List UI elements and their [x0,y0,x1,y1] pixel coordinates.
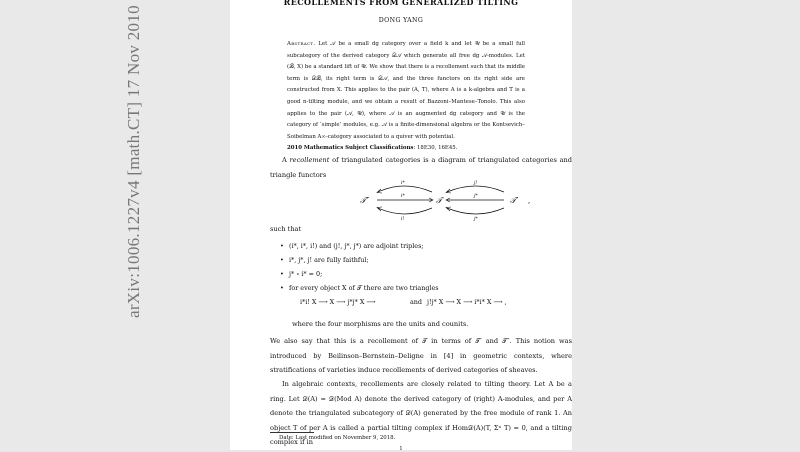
p1-rest: of triangulated categories is a diagram of triangulated categories and triangle functors [270,156,573,179]
list-item: • j* ∘ i* = 0; [280,267,560,281]
label-mid-right: j* [474,194,478,199]
label-mid-left: i* [401,194,405,199]
label-top-left: i* [401,181,405,186]
msc-codes: : 18E30, 16E45. [413,145,458,152]
label-bot-right: j* [474,217,478,222]
arrow-bot-left [378,208,432,214]
diagram-left-category: 𝒯″ [360,196,370,205]
paper-page [230,0,572,450]
diagram-middle-category: 𝒯 [436,196,443,205]
intro-paragraph-3: In algebraic contexts, recollements are closely related to tilting theory. Let A be a ring. Let 𝒟(A) = 𝒟(Mod A) denote the derived category of (right) A-modules, and per A denote the triangulated subcategory of 𝒟(A) generated by the free module of rank 1. An object T of per A is called a partial tilting complex if Hom𝒟(A)(T, Σⁿ T) = 0, and a tilting complex if in [270,380,572,446]
arrow-top-right [447,186,504,192]
intro-paragraph-2: We also say that this is a recollement of 𝒯 in terms of 𝒯′ and 𝒯″. This notion was introduced by Beilinson–Bernstein–Deligne in [4] in geometric contexts, where stratifications of varieties induce recollements of derived categories of sheaves. [270,337,572,374]
such-that-text: such that [270,225,302,233]
triangle-and: and [410,298,423,306]
footnote-rule [270,432,314,433]
list-item: • (i*, i*, i!) and (j!, j*, j*) are adjoint triples; [280,239,560,253]
right-margin-background [572,0,800,450]
paper-title: RECOLLEMENTS FROM GENERALIZED TILTING [283,0,519,7]
arxiv-side-stamp: arXiv:1006.1227v4 [math.CT] 17 Nov 2010 [124,5,143,318]
triangle-display [300,298,550,314]
arrow-top-left [378,186,432,192]
list-item: • for every object X of 𝒯 there are two triangles [280,281,560,295]
triangle-b: j!j* X ⟶ X ⟶ i*i* X ⟶ , [427,298,507,306]
triangle-a: i*i! X ⟶ X ⟶ j*j* X ⟶ [300,298,376,306]
p1-lead: A [282,156,290,164]
recollement-diagram [350,178,530,222]
arrow-bot-right [447,208,504,214]
label-top-right: j! [474,181,478,186]
label-bot-left: i! [401,217,405,222]
abstract-text: Let 𝒜 be a small dg category over a field k and let 𝒰 be a small full subcategory of the derived category 𝒟𝒜 which generate all free dg 𝒜-modules. Let (ℬ, X) be a standard lift of 𝒰. We show that there is a recollement such that its middle term is 𝒟ℬ, its right term is 𝒟𝒜, and the three functors on its right side are constructed from X. This applies to the pair (A, T), where A is a k-algebra and T is a good n-tilting module, and we obtain a result of Bazzoni–Mantese–Tonolo. This also applies to the pair (𝒜, 𝒰), where 𝒜 is an augmented dg category and 𝒰 is the category of ‘simple’ modules, e.g. 𝒜 is a finite-dimensional algebra or the Kontsevich–Soibelman A∞-category associated to a quiver with potential. [287,41,526,140]
abstract-label: Abstract. [287,41,316,47]
diagram-right-category: 𝒯′ [510,196,518,205]
footnote-date: Date: Last modified on November 9, 2018. [279,435,396,441]
left-margin-background [0,0,230,450]
diagram-end-punct: , [528,197,531,205]
page-number: 1 [399,446,403,452]
list-item: • i*, j*, j! are fully faithful; [280,253,560,267]
condition-list [280,239,560,295]
abstract [287,39,525,155]
paper-author: DONG YANG [378,17,424,24]
recollement-term: recollement [289,156,330,164]
triangle-note: where the four morphisms are the units and counits. [292,320,469,328]
msc-label: 2010 Mathematics Subject Classifications [287,145,414,152]
